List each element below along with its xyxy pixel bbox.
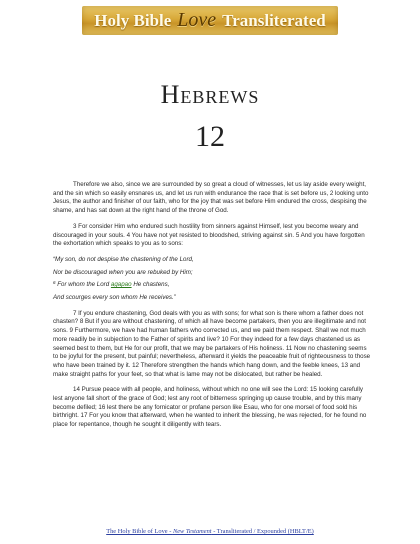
footer-text-end: - Transliterated / Expounded (HBLT/E) (211, 528, 314, 535)
paragraph-3: 7 If you endure chastening, God deals with you as with sons; for what son is there whom a father does not chasten? 8 But if you are without chastening, of which all have become partakers, then you are illegitimate and not sons. 9 Furthermore, we have had human fathers who corrected us, and we paid them respect. Shall we not much more readily be in subjection to the Father of spirits and live? 10 For they indeed for a few days chastened us as seemed best to them, but He for our profit, that we may be partakers of His holiness. 11 Now no chastening seems to be joyful for the present, but painful; nevertheless, afterward it yields the peaceable fruit of righteousness to those who have been trained by it. 12 Therefore strengthen the hands which hang down, and the feeble knees, 13 and make straight paths for your feet, so that what is lame may not be dislocated, but rather be healed. (53, 309, 371, 378)
paragraph-1: Therefore we also, since we are surrounded by so great a cloud of witnesses, let us lay aside every weight, and the sin which so easily ensnares us, and let us run with endurance the race that is set before us, 2 looking unto Jesus, the author and finisher of our faith, who for the joy that was set before Him endured the cross, despising the shame, and has sat down at the right hand of the throne of God. (53, 181, 369, 215)
quote-line-2: Nor be discouraged when you are rebuked by Him; (53, 268, 193, 276)
chapter-text (53, 181, 371, 437)
footer-link[interactable] (0, 528, 420, 535)
paragraph-2: 3 For consider Him who endured such hostility from sinners against Himself, lest you become weary and discouraged in your souls. 4 You have not yet resisted to bloodshed, striving against sin. 5 And you have forgotten the exhortation which speaks to you as to sons: (53, 222, 365, 248)
banner-text-holy-bible: Holy Bible (94, 10, 172, 30)
footer-text-start: The Holy Bible of Love - (106, 528, 173, 535)
book-title: Hebrews (160, 80, 260, 109)
site-banner (82, 6, 338, 35)
quote-line-3-start: For whom the Lord (57, 281, 110, 289)
quote-line-3-end: He chastens, (133, 281, 170, 289)
paragraph-4: 14 Pursue peace with all people, and holiness, without which no one will see the Lord: 15 looking carefully lest anyone fall short of the grace of God; lest any root of bitterness springing up cause trouble, and by this many become defiled; 16 lest there be any fornicator or profane person like Esau, who for one morsel of food sold his birthright. 17 For you know that afterward, when he wanted to inherit the blessing, he was rejected, for he found no place for repentance, though he sought it diligently with tears. (53, 386, 367, 429)
quote-line-1: “My son, do not despise the chastening of the Lord, (53, 255, 194, 263)
banner-text-love: Love (177, 9, 217, 31)
footer-text-italic: New Testament (172, 528, 212, 535)
quote-line-3 (53, 281, 371, 290)
verse-number-6: 6 (53, 280, 56, 286)
agapao-link[interactable]: agapao (110, 281, 132, 289)
banner-text-transliterated: Transliterated (222, 10, 326, 30)
quote-line-4: And scourges every son whom He receives.” (53, 294, 176, 302)
chapter-number: 12 (195, 120, 225, 153)
